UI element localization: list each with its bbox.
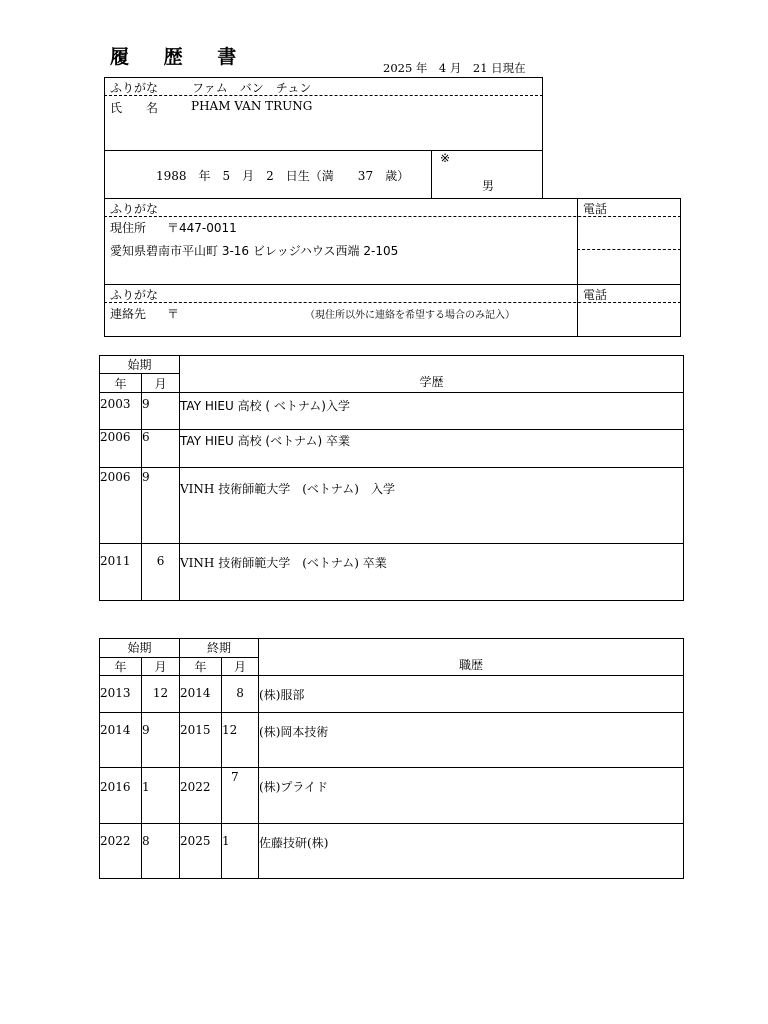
career-start-month: 1: [142, 768, 180, 824]
edu-month: 6: [142, 544, 180, 601]
edu-month-header: 月: [142, 374, 180, 393]
name-value: PHAM VAN TRUNG: [191, 99, 313, 113]
address-furigana-label: ふりがな: [110, 202, 159, 216]
current-address-label: 現住所: [110, 221, 147, 235]
edu-title-header: 学歴: [180, 356, 684, 393]
edu-month: 9: [142, 468, 180, 544]
table-row: [100, 768, 684, 824]
career-start-header: 始期: [100, 639, 180, 658]
birth-date: 1988 年 5 月 2 日生（満 37 歳）: [156, 169, 410, 183]
career-start-year-header: 年: [100, 658, 142, 676]
contact-postal: 〒: [167, 307, 180, 321]
edu-start-header: 始期: [100, 356, 180, 374]
career-end-year: 2022: [180, 768, 222, 824]
furigana-value: ファム バン チュン: [192, 81, 312, 95]
contact-note: （現住所以外に連絡を希望する場合のみ記入）: [305, 310, 515, 321]
edu-year: 2006: [100, 430, 142, 468]
table-row: [100, 430, 684, 468]
edu-year: 2003: [100, 393, 142, 430]
career-entry: 佐藤技研(株): [259, 824, 684, 879]
contact-furigana-label: ふりがな: [110, 288, 159, 302]
career-table: [99, 638, 684, 879]
as-of-date: 2025 年 4 月 21 日現在: [383, 61, 526, 75]
career-title-header: 職歴: [259, 639, 684, 676]
edu-entry: TAY HIEU 高校 (ベトナム) 卒業: [180, 430, 684, 468]
career-start-month: 12: [142, 676, 180, 713]
table-row: [100, 824, 684, 879]
career-end-year: 2025: [180, 824, 222, 879]
career-end-header: 終期: [180, 639, 259, 658]
table-row: [100, 544, 684, 601]
postal-code: 〒447-0011: [167, 221, 237, 235]
gender-value: 男: [482, 179, 495, 193]
edu-entry: VINH 技術師範大学 (ベトナム) 卒業: [180, 544, 684, 601]
career-start-month: 8: [142, 824, 180, 879]
table-row: [100, 713, 684, 768]
contact-label: 連絡先: [110, 307, 147, 321]
note-mark: ※: [440, 151, 451, 165]
career-start-month: 9: [142, 713, 180, 768]
career-start-year: 2014: [100, 713, 142, 768]
edu-month: 6: [142, 430, 180, 468]
edu-entry: VINH 技術師範大学 (ベトナム) 入学: [180, 468, 684, 544]
career-entry: (株)服部: [259, 676, 684, 713]
document-title: 履 歴 書: [110, 46, 251, 68]
career-start-year: 2013: [100, 676, 142, 713]
current-address: 愛知県碧南市平山町 3-16 ビレッジハウス西端 2-105: [110, 244, 399, 258]
name-label: 氏 名: [110, 101, 159, 115]
edu-year: 2006: [100, 468, 142, 544]
career-end-year: 2015: [180, 713, 222, 768]
edu-year: 2011: [100, 544, 142, 601]
career-start-year: 2016: [100, 768, 142, 824]
career-end-month: 1: [222, 824, 259, 879]
table-row: [100, 393, 684, 430]
career-start-month-header: 月: [142, 658, 180, 676]
edu-entry: TAY HIEU 高校 ( ベトナム)入学: [180, 393, 684, 430]
career-entry: (株)岡本技術: [259, 713, 684, 768]
career-entry: (株)プライド: [259, 768, 684, 824]
career-end-month: 7: [222, 768, 259, 824]
career-end-year-header: 年: [180, 658, 222, 676]
career-end-year: 2014: [180, 676, 222, 713]
edu-year-header: 年: [100, 374, 142, 393]
contact-phone-label: 電話: [583, 288, 608, 302]
career-start-year: 2022: [100, 824, 142, 879]
career-end-month: 12: [222, 713, 259, 768]
furigana-label: ふりがな: [110, 81, 159, 95]
career-end-month-header: 月: [222, 658, 259, 676]
education-table: [99, 355, 684, 601]
table-row: [100, 676, 684, 713]
table-row: [100, 468, 684, 544]
career-end-month: 8: [222, 676, 259, 713]
phone-label: 電話: [583, 202, 608, 216]
edu-month: 9: [142, 393, 180, 430]
